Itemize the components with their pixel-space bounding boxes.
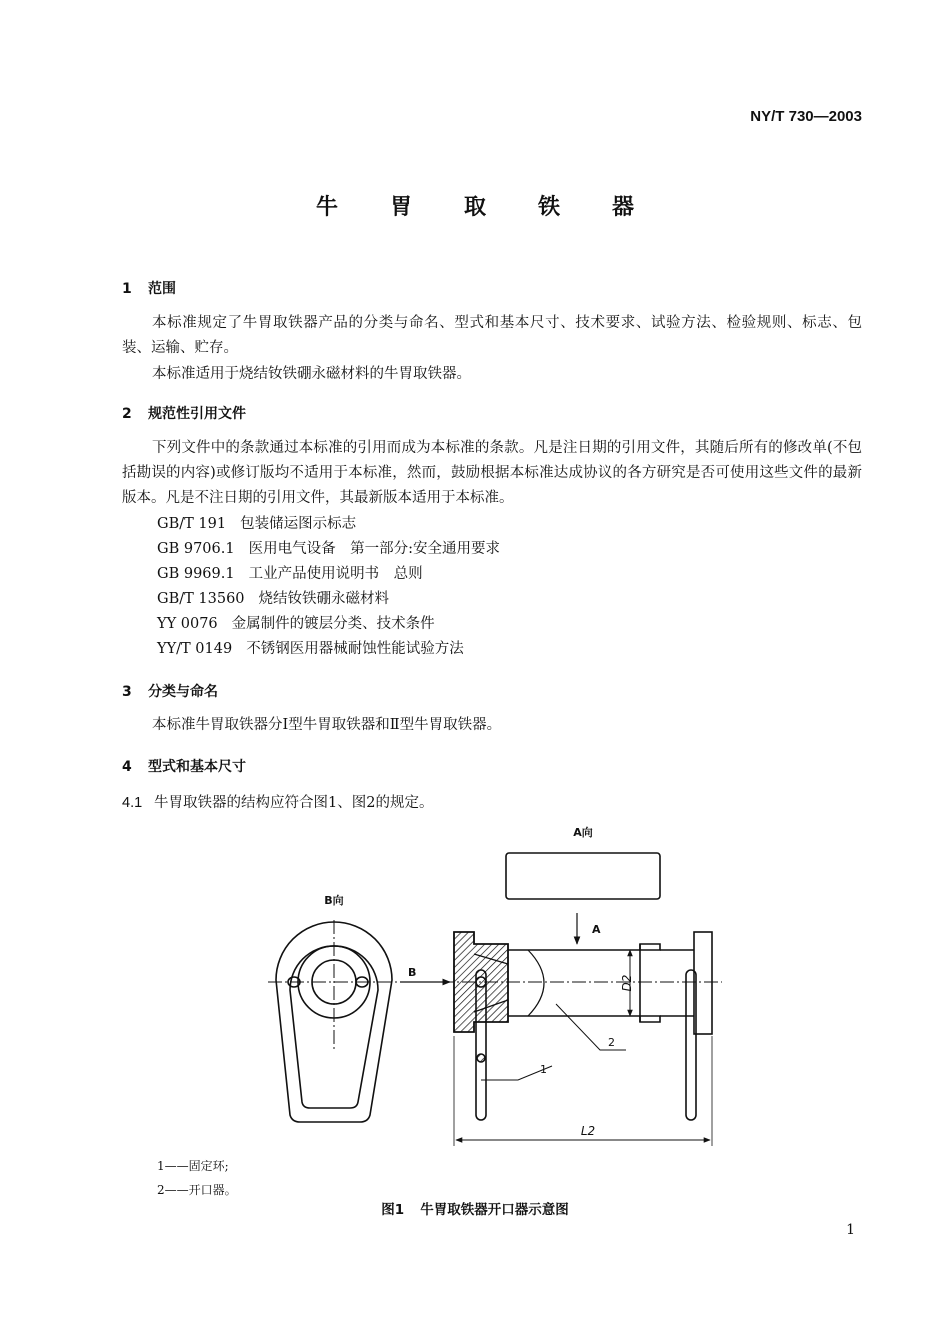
reference-code: YY 0076 [157, 616, 218, 632]
front-view [440, 932, 722, 1034]
paragraph: 下列文件中的条款通过本标准的引用而成为本标准的条款。凡是注日期的引用文件，其随后所有的修改单(不包括勘误的内容)或修订版均不适用于本标准，然而，鼓励根据本标准达成协议的各方研究是否可使用这些文件的最新版本。凡是不注日期的引用文件，其最新版本适用于本标准。 [122, 440, 862, 506]
dim-d2: D2 [620, 974, 634, 992]
reference-code: GB/T 13560 [157, 591, 245, 607]
section-number: 4 [122, 759, 132, 775]
section-title: 范围 [148, 281, 176, 297]
dim-l2: L2 [580, 1124, 596, 1138]
view-a-outline [506, 853, 660, 899]
reference-item [157, 637, 500, 662]
paragraph: 本标准规定了牛胃取铁器产品的分类与命名、型式和基本尺寸、技术要求、试验方法、检验规则、标志、包装、运输、贮存。 [122, 315, 862, 356]
section-heading-scope [122, 278, 176, 298]
opener-drawing [250, 815, 730, 1155]
section-number: 2 [122, 406, 132, 422]
page-title: 牛胃取铁器 [315, 195, 686, 220]
arrow-b-label: B [408, 966, 417, 979]
view-b-label: B向 [324, 894, 344, 907]
reference-item [157, 562, 500, 587]
section-number: 1 [122, 281, 132, 297]
section-number: 3 [122, 684, 132, 700]
reference-title: 医用电气设备 第一部分:安全通用要求 [248, 541, 500, 557]
reference-title: 烧结钕铁硼永磁材料 [258, 591, 390, 607]
section-title: 分类与命名 [148, 684, 218, 700]
reference-code: GB/T 191 [157, 516, 227, 532]
reference-title: 工业产品使用说明书 总则 [248, 566, 423, 582]
leader-label-2: 2 [608, 1036, 615, 1049]
clause-4-1 [122, 791, 433, 812]
section-heading-references [122, 403, 246, 423]
document-code: NY/T 730—2003 [750, 108, 862, 125]
legend-item: 2——开口器。 [157, 1183, 237, 1197]
section-title: 规范性引用文件 [148, 406, 246, 422]
reference-list [157, 512, 500, 662]
section-heading-dimensions [122, 756, 246, 776]
reference-item [157, 612, 500, 637]
reference-item [157, 587, 500, 612]
side-view-b [268, 920, 400, 1122]
arrow-a-label: A [592, 923, 601, 936]
reference-title: 金属制件的镀层分类、技术条件 [231, 616, 435, 632]
reference-item [157, 512, 500, 537]
reference-title: 包装储运图示标志 [240, 516, 357, 532]
figure-number: 图1 [381, 1202, 405, 1218]
view-a-label: A向 [573, 826, 593, 839]
clause-text: 牛胃取铁器的结构应符合图1、图2的规定。 [154, 795, 434, 811]
reference-code: YY/T 0149 [157, 641, 233, 657]
section-heading-classification [122, 681, 218, 701]
leader-label-1: 1 [540, 1063, 547, 1076]
figure-title: 牛胃取铁器开口器示意图 [420, 1202, 569, 1218]
page-number: 1 [846, 1222, 855, 1238]
clause-number: 4.1 [122, 795, 143, 811]
figure-legend [157, 1154, 237, 1202]
reference-code: GB 9969.1 [157, 566, 235, 582]
legend-item: 1——固定环; [157, 1159, 229, 1173]
reference-item [157, 537, 500, 562]
reference-code: GB 9706.1 [157, 541, 235, 557]
paragraph: 本标准适用于烧结钕铁硼永磁材料的牛胃取铁器。 [152, 366, 471, 382]
figure-caption [0, 1198, 950, 1218]
reference-title: 不锈钢医用器械耐蚀性能试验方法 [246, 641, 464, 657]
paragraph: 本标准牛胃取铁器分Ⅰ型牛胃取铁器和Ⅱ型牛胃取铁器。 [152, 717, 502, 733]
section-title: 型式和基本尺寸 [148, 759, 246, 775]
